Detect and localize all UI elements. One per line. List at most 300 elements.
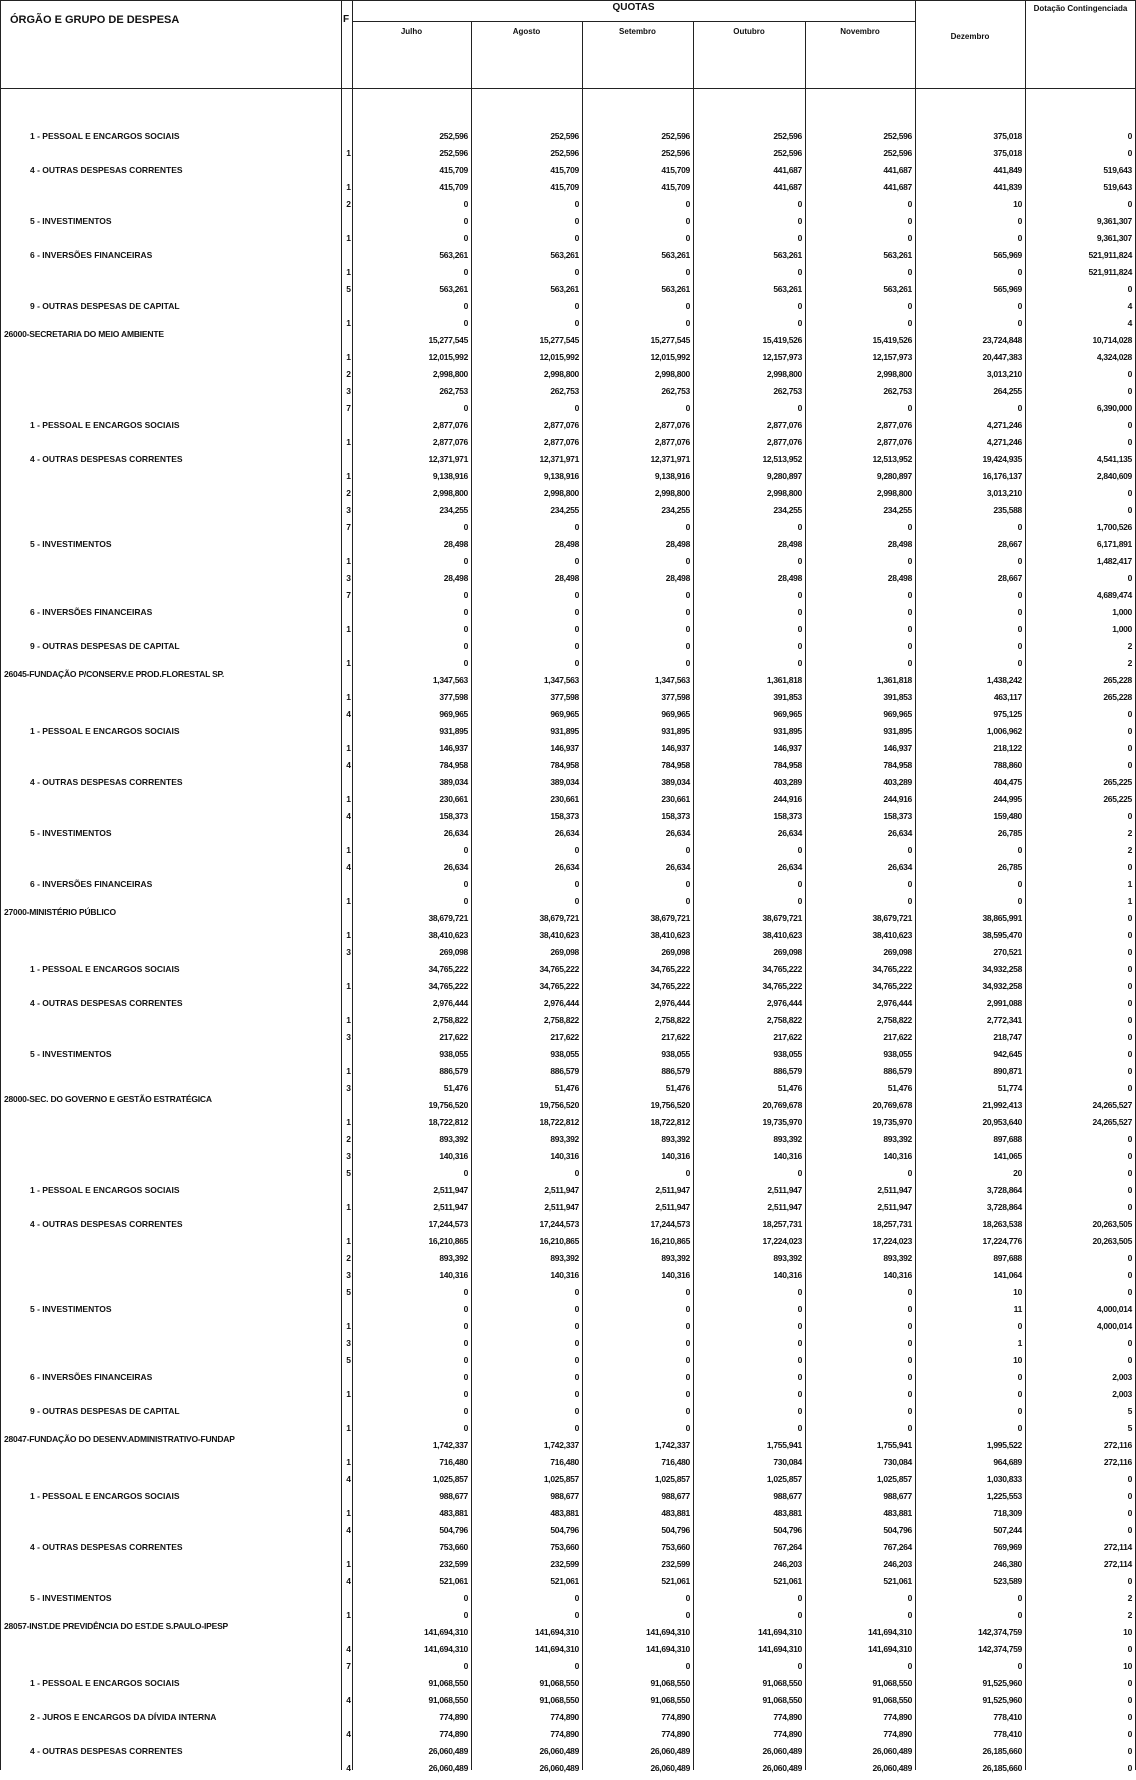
cell-outubro: 140,316 — [773, 1270, 802, 1280]
cell-novembro: 0 — [907, 1338, 912, 1348]
cell-fonte: 2 — [346, 1134, 351, 1144]
cell-dezembro: 718,309 — [993, 1508, 1022, 1518]
cell-novembro: 391,853 — [883, 692, 912, 702]
cell-dotacao: 4,324,028 — [1096, 352, 1132, 362]
cell-dezembro: 91,525,960 — [982, 1678, 1022, 1688]
cell-dezembro: 0 — [1017, 1406, 1022, 1416]
cell-fonte: 4 — [346, 1576, 351, 1586]
cell-dotacao: 272,116 — [1103, 1440, 1132, 1450]
cell-agosto: 0 — [574, 624, 579, 634]
cell-novembro: 2,998,800 — [876, 369, 912, 379]
cell-dezembro: 0 — [1017, 641, 1022, 651]
table-row — [0, 896, 1136, 913]
cell-novembro: 483,881 — [883, 1508, 912, 1518]
cell-outubro: 0 — [797, 879, 802, 889]
cell-agosto: 0 — [574, 1389, 579, 1399]
cell-novembro: 0 — [907, 641, 912, 651]
cell-dezembro: 404,475 — [993, 777, 1022, 787]
cell-outubro: 893,392 — [773, 1134, 802, 1144]
cell-outubro: 28,498 — [777, 573, 802, 583]
cell-outubro: 19,735,970 — [762, 1117, 802, 1127]
cell-novembro: 217,622 — [883, 1032, 912, 1042]
cell-dotacao: 2,003 — [1112, 1372, 1132, 1382]
table-row — [0, 981, 1136, 998]
cell-dotacao: 0 — [1127, 1015, 1132, 1025]
cell-julho: 34,765,222 — [428, 964, 468, 974]
table-row — [0, 1406, 1136, 1423]
cell-outubro: 0 — [797, 1593, 802, 1603]
table-row — [0, 669, 1136, 692]
cell-outubro: 0 — [797, 1338, 802, 1348]
cell-dotacao: 2 — [1127, 1593, 1132, 1603]
cell-outubro: 38,679,721 — [762, 913, 802, 923]
cell-novembro: 0 — [907, 1423, 912, 1433]
cell-fonte: 4 — [346, 1695, 351, 1705]
cell-julho: 0 — [463, 1406, 468, 1416]
cell-dotacao: 1 — [1127, 896, 1132, 906]
cell-setembro: 0 — [685, 301, 690, 311]
cell-agosto: 0 — [574, 556, 579, 566]
cell-julho: 0 — [463, 267, 468, 277]
cell-julho: 158,373 — [439, 811, 468, 821]
cell-dotacao: 6,390,000 — [1096, 403, 1132, 413]
cell-novembro: 1,025,857 — [876, 1474, 912, 1484]
row-label: 1 - PESSOAL E ENCARGOS SOCIAIS — [30, 420, 180, 430]
cell-setembro: 0 — [685, 556, 690, 566]
cell-dotacao: 0 — [1127, 811, 1132, 821]
cell-julho: 988,677 — [439, 1491, 468, 1501]
cell-novembro: 234,255 — [883, 505, 912, 515]
cell-setembro: 38,410,623 — [650, 930, 690, 940]
cell-novembro: 141,694,310 — [868, 1627, 912, 1637]
cell-julho: 262,753 — [439, 386, 468, 396]
cell-dotacao: 521,911,824 — [1088, 267, 1132, 277]
cell-fonte: 1 — [346, 182, 351, 192]
cell-julho: 521,061 — [439, 1576, 468, 1586]
cell-julho: 0 — [463, 624, 468, 634]
cell-agosto: 1,025,857 — [543, 1474, 579, 1484]
cell-setembro: 521,061 — [661, 1576, 690, 1586]
cell-dotacao: 0 — [1127, 862, 1132, 872]
cell-novembro: 2,877,076 — [876, 420, 912, 430]
cell-dezembro: 523,589 — [993, 1576, 1022, 1586]
cell-agosto: 0 — [574, 301, 579, 311]
table-row — [0, 369, 1136, 386]
cell-novembro: 0 — [907, 301, 912, 311]
cell-outubro: 0 — [797, 301, 802, 311]
cell-julho: 0 — [463, 1355, 468, 1365]
cell-dotacao: 265,225 — [1103, 777, 1132, 787]
cell-outubro: 403,289 — [773, 777, 802, 787]
cell-dotacao: 0 — [1127, 148, 1132, 158]
table-row — [0, 811, 1136, 828]
cell-fonte: 1 — [346, 1423, 351, 1433]
cell-novembro: 0 — [907, 1321, 912, 1331]
cell-setembro: 0 — [685, 1389, 690, 1399]
cell-setembro: 2,511,947 — [655, 1202, 690, 1212]
cell-dotacao: 0 — [1127, 369, 1132, 379]
cell-setembro: 2,998,800 — [654, 488, 690, 498]
cell-setembro: 38,679,721 — [650, 913, 690, 923]
cell-outubro: 931,895 — [773, 726, 802, 736]
table-row — [0, 828, 1136, 845]
table-row — [0, 1032, 1136, 1049]
cell-outubro: 0 — [797, 1372, 802, 1382]
cell-outubro: 521,061 — [773, 1576, 802, 1586]
cell-dotacao: 0 — [1127, 964, 1132, 974]
cell-julho: 938,055 — [439, 1049, 468, 1059]
cell-novembro: 1,361,818 — [876, 675, 912, 685]
cell-setembro: 0 — [685, 1321, 690, 1331]
cell-dezembro: 0 — [1017, 879, 1022, 889]
cell-agosto: 232,599 — [550, 1559, 579, 1569]
cell-dezembro: 0 — [1017, 403, 1022, 413]
cell-agosto: 0 — [574, 845, 579, 855]
cell-fonte: 1 — [346, 1508, 351, 1518]
cell-setembro: 0 — [685, 1287, 690, 1297]
cell-outubro: 0 — [797, 1406, 802, 1416]
cell-outubro: 441,687 — [773, 182, 802, 192]
cell-dotacao: 0 — [1127, 726, 1132, 736]
cell-dezembro: 1,006,962 — [986, 726, 1022, 736]
cell-julho: 217,622 — [439, 1032, 468, 1042]
cell-fonte: 3 — [346, 386, 351, 396]
cell-julho: 753,660 — [439, 1542, 468, 1552]
cell-agosto: 0 — [574, 318, 579, 328]
cell-novembro: 0 — [907, 522, 912, 532]
table-row — [0, 743, 1136, 760]
cell-setembro: 252,596 — [661, 131, 690, 141]
cell-julho: 389,034 — [439, 777, 468, 787]
table-row — [0, 165, 1136, 182]
cell-setembro: 893,392 — [661, 1253, 690, 1263]
cell-setembro: 0 — [685, 845, 690, 855]
cell-julho: 38,410,623 — [428, 930, 468, 940]
row-label: 5 - INVESTIMENTOS — [30, 1593, 112, 1603]
row-label: 5 - INVESTIMENTOS — [30, 828, 112, 838]
cell-outubro: 34,765,222 — [762, 964, 802, 974]
cell-agosto: 34,765,222 — [539, 964, 579, 974]
cell-julho: 0 — [463, 590, 468, 600]
table-row — [0, 1695, 1136, 1712]
cell-julho: 893,392 — [439, 1134, 468, 1144]
cell-fonte: 1 — [346, 1202, 351, 1212]
cell-outubro: 0 — [797, 522, 802, 532]
row-label: 26045-FUNDAÇÃO P/CONSERV.E PROD.FLORESTAL SP. — [4, 669, 225, 679]
cell-agosto: 230,661 — [550, 794, 579, 804]
cell-setembro: 252,596 — [661, 148, 690, 158]
table-row — [0, 1576, 1136, 1593]
cell-novembro: 0 — [907, 879, 912, 889]
table-row — [0, 607, 1136, 624]
cell-outubro: 0 — [797, 1321, 802, 1331]
cell-dezembro: 3,013,210 — [986, 369, 1022, 379]
cell-setembro: 774,890 — [661, 1729, 690, 1739]
cell-julho: 2,511,947 — [433, 1202, 468, 1212]
cell-novembro: 20,769,678 — [872, 1100, 912, 1110]
cell-agosto: 774,890 — [550, 1729, 579, 1739]
cell-dezembro: 246,380 — [993, 1559, 1022, 1569]
cell-agosto: 262,753 — [550, 386, 579, 396]
cell-dotacao: 0 — [1127, 1355, 1132, 1365]
cell-agosto: 2,998,800 — [543, 488, 579, 498]
cell-dezembro: 897,688 — [993, 1253, 1022, 1263]
column-header-dotacao: Dotação Contingenciada — [1033, 4, 1128, 13]
cell-julho: 0 — [463, 556, 468, 566]
cell-agosto: 0 — [574, 233, 579, 243]
cell-dezembro: 0 — [1017, 624, 1022, 634]
table-row — [0, 1457, 1136, 1474]
row-label: 27000-MINISTÉRIO PÚBLICO — [4, 907, 116, 917]
cell-dotacao: 9,361,307 — [1096, 216, 1132, 226]
cell-outubro: 0 — [797, 896, 802, 906]
cell-dezembro: 0 — [1017, 1610, 1022, 1620]
row-label: 1 - PESSOAL E ENCARGOS SOCIAIS — [30, 131, 180, 141]
cell-setembro: 141,694,310 — [646, 1644, 690, 1654]
cell-dotacao: 2,003 — [1112, 1389, 1132, 1399]
cell-julho: 19,756,520 — [428, 1100, 468, 1110]
cell-dotacao: 0 — [1127, 1474, 1132, 1484]
cell-agosto: 753,660 — [550, 1542, 579, 1552]
row-label: 5 - INVESTIMENTOS — [30, 216, 112, 226]
column-header-agosto: Agosto — [512, 27, 541, 36]
cell-agosto: 931,895 — [550, 726, 579, 736]
cell-setembro: 0 — [685, 403, 690, 413]
cell-dotacao: 2,840,609 — [1096, 471, 1132, 481]
cell-dezembro: 0 — [1017, 658, 1022, 668]
cell-agosto: 26,060,489 — [539, 1763, 579, 1773]
table-row — [0, 505, 1136, 522]
cell-outubro: 774,890 — [773, 1729, 802, 1739]
row-label: 6 - INVERSÕES FINANCEIRAS — [30, 250, 153, 260]
cell-dotacao: 0 — [1127, 1168, 1132, 1178]
cell-fonte: 3 — [346, 573, 351, 583]
cell-fonte: 4 — [346, 1644, 351, 1654]
cell-dezembro: 38,865,991 — [982, 913, 1022, 923]
cell-julho: 234,255 — [439, 505, 468, 515]
cell-outubro: 2,998,800 — [766, 369, 802, 379]
cell-novembro: 18,257,731 — [872, 1219, 912, 1229]
cell-outubro: 246,203 — [773, 1559, 802, 1569]
cell-setembro: 18,722,812 — [650, 1117, 690, 1127]
cell-novembro: 563,261 — [883, 284, 912, 294]
cell-dezembro: 375,018 — [993, 131, 1022, 141]
cell-agosto: 0 — [574, 1661, 579, 1671]
table-row — [0, 1712, 1136, 1729]
cell-dotacao: 0 — [1127, 1066, 1132, 1076]
cell-dotacao: 1,000 — [1112, 607, 1132, 617]
cell-julho: 0 — [463, 641, 468, 651]
table-row — [0, 233, 1136, 250]
cell-dotacao: 0 — [1127, 1270, 1132, 1280]
cell-dezembro: 28,667 — [997, 573, 1022, 583]
table-row — [0, 182, 1136, 199]
header-rule — [0, 88, 1136, 89]
cell-agosto: 140,316 — [550, 1270, 579, 1280]
cell-fonte: 3 — [346, 1032, 351, 1042]
cell-agosto: 415,709 — [550, 165, 579, 175]
cell-outubro: 0 — [797, 624, 802, 634]
row-label: 4 - OUTRAS DESPESAS CORRENTES — [30, 777, 183, 787]
row-label: 28000-SEC. DO GOVERNO E GESTÃO ESTRATÉGICA — [4, 1094, 212, 1104]
cell-julho: 140,316 — [439, 1270, 468, 1280]
cell-novembro: 17,224,023 — [872, 1236, 912, 1246]
cell-fonte: 1 — [346, 556, 351, 566]
cell-outubro: 0 — [797, 1423, 802, 1433]
table-row — [0, 199, 1136, 216]
cell-julho: 146,937 — [439, 743, 468, 753]
cell-agosto: 252,596 — [550, 148, 579, 158]
table-row — [0, 318, 1136, 335]
cell-dotacao: 0 — [1127, 913, 1132, 923]
cell-outubro: 20,769,678 — [762, 1100, 802, 1110]
cell-dotacao: 4,000,014 — [1096, 1321, 1132, 1331]
cell-outubro: 730,084 — [773, 1457, 802, 1467]
cell-dotacao: 0 — [1127, 386, 1132, 396]
cell-setembro: 0 — [685, 267, 690, 277]
cell-novembro: 893,392 — [883, 1134, 912, 1144]
cell-novembro: 504,796 — [883, 1525, 912, 1535]
cell-novembro: 563,261 — [883, 250, 912, 260]
cell-setembro: 2,877,076 — [654, 437, 690, 447]
cell-julho: 232,599 — [439, 1559, 468, 1569]
cell-setembro: 140,316 — [661, 1270, 690, 1280]
cell-outubro: 504,796 — [773, 1525, 802, 1535]
table-row — [0, 709, 1136, 726]
cell-setembro: 893,392 — [661, 1134, 690, 1144]
row-label: 5 - INVESTIMENTOS — [30, 539, 112, 549]
cell-fonte: 4 — [346, 760, 351, 770]
cell-setembro: 931,895 — [661, 726, 690, 736]
cell-outubro: 158,373 — [773, 811, 802, 821]
cell-setembro: 0 — [685, 1338, 690, 1348]
cell-dezembro: 23,724,848 — [982, 335, 1022, 345]
cell-julho: 774,890 — [439, 1729, 468, 1739]
cell-setembro: 0 — [685, 1372, 690, 1382]
column-header-setembro: Setembro — [619, 27, 656, 36]
cell-julho: 563,261 — [439, 250, 468, 260]
cell-novembro: 244,916 — [883, 794, 912, 804]
cell-dotacao: 0 — [1127, 998, 1132, 1008]
cell-agosto: 269,098 — [550, 947, 579, 957]
cell-setembro: 784,958 — [661, 760, 690, 770]
cell-novembro: 0 — [907, 1355, 912, 1365]
cell-agosto: 18,722,812 — [539, 1117, 579, 1127]
table-row — [0, 777, 1136, 794]
cell-julho: 28,498 — [443, 573, 468, 583]
cell-outubro: 0 — [797, 607, 802, 617]
cell-setembro: 16,210,865 — [650, 1236, 690, 1246]
cell-outubro: 26,060,489 — [762, 1746, 802, 1756]
column-header-orgao: ÓRGÃO E GRUPO DE DESPESA — [10, 14, 180, 26]
cell-novembro: 0 — [907, 556, 912, 566]
cell-fonte: 1 — [346, 471, 351, 481]
table-row — [0, 1270, 1136, 1287]
cell-novembro: 938,055 — [883, 1049, 912, 1059]
row-label: 4 - OUTRAS DESPESAS CORRENTES — [30, 1746, 183, 1756]
cell-agosto: 28,498 — [554, 539, 579, 549]
cell-dezembro: 20,447,383 — [982, 352, 1022, 362]
cell-novembro: 19,735,970 — [872, 1117, 912, 1127]
column-header-f: F — [343, 14, 350, 25]
cell-julho: 0 — [463, 1593, 468, 1603]
cell-agosto: 38,410,623 — [539, 930, 579, 940]
cell-dezembro: 270,521 — [993, 947, 1022, 957]
cell-dotacao: 0 — [1127, 199, 1132, 209]
row-label: 2 - JUROS E ENCARGOS DA DÍVIDA INTERNA — [30, 1712, 217, 1722]
cell-agosto: 140,316 — [550, 1151, 579, 1161]
cell-outubro: 17,224,023 — [762, 1236, 802, 1246]
table-row — [0, 998, 1136, 1015]
table-row — [0, 403, 1136, 420]
cell-dotacao: 521,911,824 — [1088, 250, 1132, 260]
row-label: 1 - PESSOAL E ENCARGOS SOCIAIS — [30, 1678, 180, 1688]
cell-agosto: 0 — [574, 896, 579, 906]
cell-julho: 969,965 — [439, 709, 468, 719]
table-row — [0, 1134, 1136, 1151]
cell-dotacao: 10,714,028 — [1092, 335, 1132, 345]
cell-novembro: 0 — [907, 1593, 912, 1603]
cell-outubro: 0 — [797, 1304, 802, 1314]
cell-fonte: 4 — [346, 811, 351, 821]
cell-julho: 893,392 — [439, 1253, 468, 1263]
cell-fonte: 7 — [346, 1661, 351, 1671]
cell-julho: 18,722,812 — [428, 1117, 468, 1127]
cell-agosto: 28,498 — [554, 573, 579, 583]
cell-outubro: 0 — [797, 233, 802, 243]
cell-agosto: 0 — [574, 267, 579, 277]
cell-fonte: 1 — [346, 1610, 351, 1620]
cell-julho: 0 — [463, 607, 468, 617]
table-row — [0, 964, 1136, 981]
cell-dezembro: 769,969 — [993, 1542, 1022, 1552]
row-label: 1 - PESSOAL E ENCARGOS SOCIAIS — [30, 1491, 180, 1501]
cell-outubro: 2,998,800 — [766, 488, 802, 498]
cell-agosto: 0 — [574, 1321, 579, 1331]
cell-dezembro: 34,932,258 — [982, 981, 1022, 991]
cell-outubro: 38,410,623 — [762, 930, 802, 940]
cell-dotacao: 4,541,135 — [1096, 454, 1132, 464]
cell-julho: 0 — [463, 1661, 468, 1671]
cell-setembro: 483,881 — [661, 1508, 690, 1518]
cell-novembro: 252,596 — [883, 148, 912, 158]
table-row — [0, 1168, 1136, 1185]
table-row — [0, 148, 1136, 165]
cell-novembro: 262,753 — [883, 386, 912, 396]
cell-dotacao: 0 — [1127, 1032, 1132, 1042]
cell-setembro: 969,965 — [661, 709, 690, 719]
cell-novembro: 0 — [907, 1661, 912, 1671]
cell-julho: 0 — [463, 199, 468, 209]
cell-novembro: 0 — [907, 1389, 912, 1399]
cell-agosto: 0 — [574, 216, 579, 226]
table-row — [0, 284, 1136, 301]
table-row — [0, 1049, 1136, 1066]
table-row — [0, 573, 1136, 590]
cell-dotacao: 24,265,527 — [1092, 1117, 1132, 1127]
table-row — [0, 692, 1136, 709]
cell-outubro: 0 — [797, 845, 802, 855]
cell-agosto: 504,796 — [550, 1525, 579, 1535]
cell-outubro: 26,634 — [777, 828, 802, 838]
cell-setembro: 0 — [685, 1355, 690, 1365]
cell-agosto: 2,758,822 — [543, 1015, 579, 1025]
cell-fonte: 1 — [346, 794, 351, 804]
cell-novembro: 246,203 — [883, 1559, 912, 1569]
cell-julho: 230,661 — [439, 794, 468, 804]
cell-agosto: 0 — [574, 1406, 579, 1416]
cell-dezembro: 942,645 — [993, 1049, 1022, 1059]
